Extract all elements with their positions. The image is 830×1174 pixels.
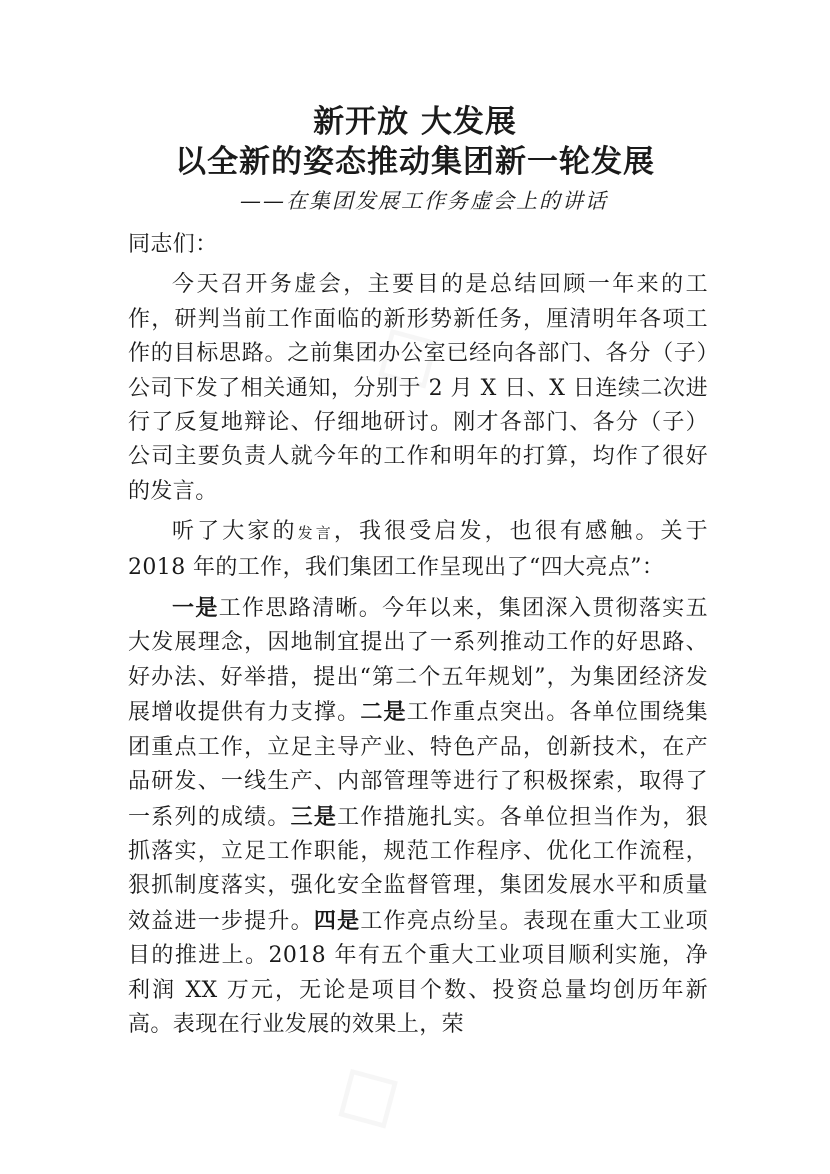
point-2-text: 工作重点突出。各单位围绕集团重点工作，立足主导产业、特色产品，创新技术，在产品研发、一线生产、内部管理等进行了积极探索，取得了一系列的成绩。 [128, 700, 708, 830]
title-line-2: 以全新的姿态推动集团新一轮发展 [175, 144, 655, 180]
point-3-text: 工作措施扎实。各单位担当作为，狠抓落实，立足工作职能，规范工作程序、优化工作流程，狠抓制度落实，强化安全监督管理，集团发展水平和质量效益进一步提升。 [128, 804, 708, 934]
salutation: 同志们： [128, 232, 218, 257]
paragraph-2-small-text: 发言 [297, 524, 334, 543]
point-4-text: 工作亮点纷呈。表现在重大工业项目的推进上。2018 年有五个重大工业项目顺利实施，净利润 XX 万元，无论是项目个数、投资总量均创历年新高。表现在行业发展的效果上，荣 [128, 908, 708, 1037]
point-1-text: 工作思路清晰。今年以来，集团深入贯彻落实五大发展理念，因地制宜提出了一系列推动工作的好思路、好办法、好举措，提出“第二个五年规划”，为集团经济发展增收提供有力支撑。 [128, 596, 708, 726]
point-4-label: 四是 [313, 907, 361, 934]
title-line-1: 新开放 大发展 [313, 104, 517, 140]
paragraph-2 [128, 515, 708, 585]
paragraph-2-text-b: ，我很受启发，也很有感触。关于 2018 年的工作，我们集团工作呈现出了“四大亮点”： [128, 519, 708, 580]
paragraph-3 [128, 591, 708, 1042]
watermark [308, 1030, 420, 1156]
subtitle: ——在集团发展工作务虚会上的讲话 [240, 189, 608, 213]
paragraph-1: 今天召开务虚会，主要目的是总结回顾一年来的工作，研判当前工作面临的新形势新任务，厘清明年各项工作的目标思路。之前集团办公室已经向各部门、各分（子）公司下发了相关通知，分别于 2 月 X 日、X 日连续二次进行了反复地辩论、仔细地研讨。刚才各部门、各分（子）公司主要负责人就今年的工作和明年的打算，均作了很好的发言。 [128, 272, 708, 504]
point-2-label: 二是 [360, 699, 407, 726]
point-1-label: 一是 [172, 595, 219, 622]
point-3-label: 三是 [290, 803, 338, 830]
speech-body [128, 228, 708, 1042]
paragraph-2-text-a: 听了大家的 [172, 519, 298, 545]
